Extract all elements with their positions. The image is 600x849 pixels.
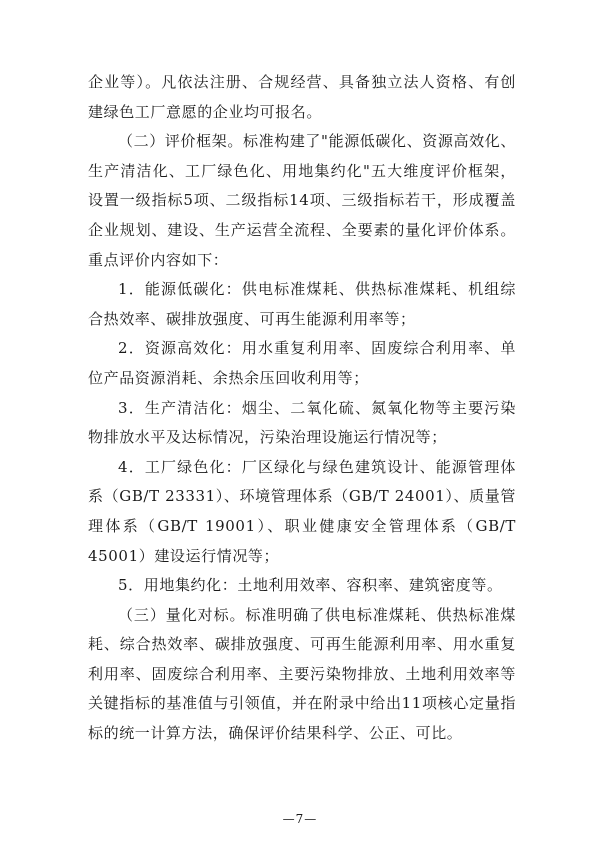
paragraph-quantitative-benchmark: （三）量化对标。标准明确了供电标准煤耗、供热标准煤耗、综合热效率、碳排放强度、可再生能源利用率、用水重复利用率、固废综合利用率、主要污染物排放、土地利用效率等关键指标的基准值与引领值，并在附录中给出11项核心定量指标的统一计算方法，确保评价结果科学、公正、可比。: [88, 605, 516, 743]
paragraph-energy-low-carbon: 1．能源低碳化：供电标准煤耗、供热标准煤耗、机组综合热效率、碳排放强度、可再生能源利用率等；: [88, 280, 516, 328]
paragraph-land-intensive: 5．用地集约化：土地利用效率、容积率、建筑密度等。: [118, 576, 503, 595]
page-number: —7—: [282, 812, 318, 826]
paragraph-eligibility: 企业等）。凡依法注册、合规经营、具备独立法人资格、有创建绿色工厂意愿的企业均可报名。: [88, 73, 516, 121]
paragraph-resource-efficiency: 2．资源高效化：用水重复利用率、固废综合利用率、单位产品资源消耗、余热余压回收利用等；: [88, 339, 516, 387]
paragraph-green-factory: 4．工厂绿色化：厂区绿化与绿色建筑设计、能源管理体系（GB/T 23331）、环境管理体系（GB/T 24001）、质量管理体系（GB/T 19001）、职业健康安全管理体系（GB/T 45001）建设运行情况等；: [88, 457, 516, 565]
document-body: [88, 68, 516, 749]
paragraph-evaluation-framework: （二）评价框架。标准构建了"能源低碳化、资源高效化、生产清洁化、工厂绿色化、用地集约化"五大维度评价框架，设置一级指标5项、二级指标14项、三级指标若干，形成覆盖企业规划、建设、生产运营全流程、全要素的量化评价体系。重点评价内容如下：: [88, 132, 516, 269]
paragraph-clean-production: 3．生产清洁化：烟尘、二氧化硫、氮氧化物等主要污染物排放水平及达标情况，污染治理设施运行情况等；: [88, 398, 516, 447]
